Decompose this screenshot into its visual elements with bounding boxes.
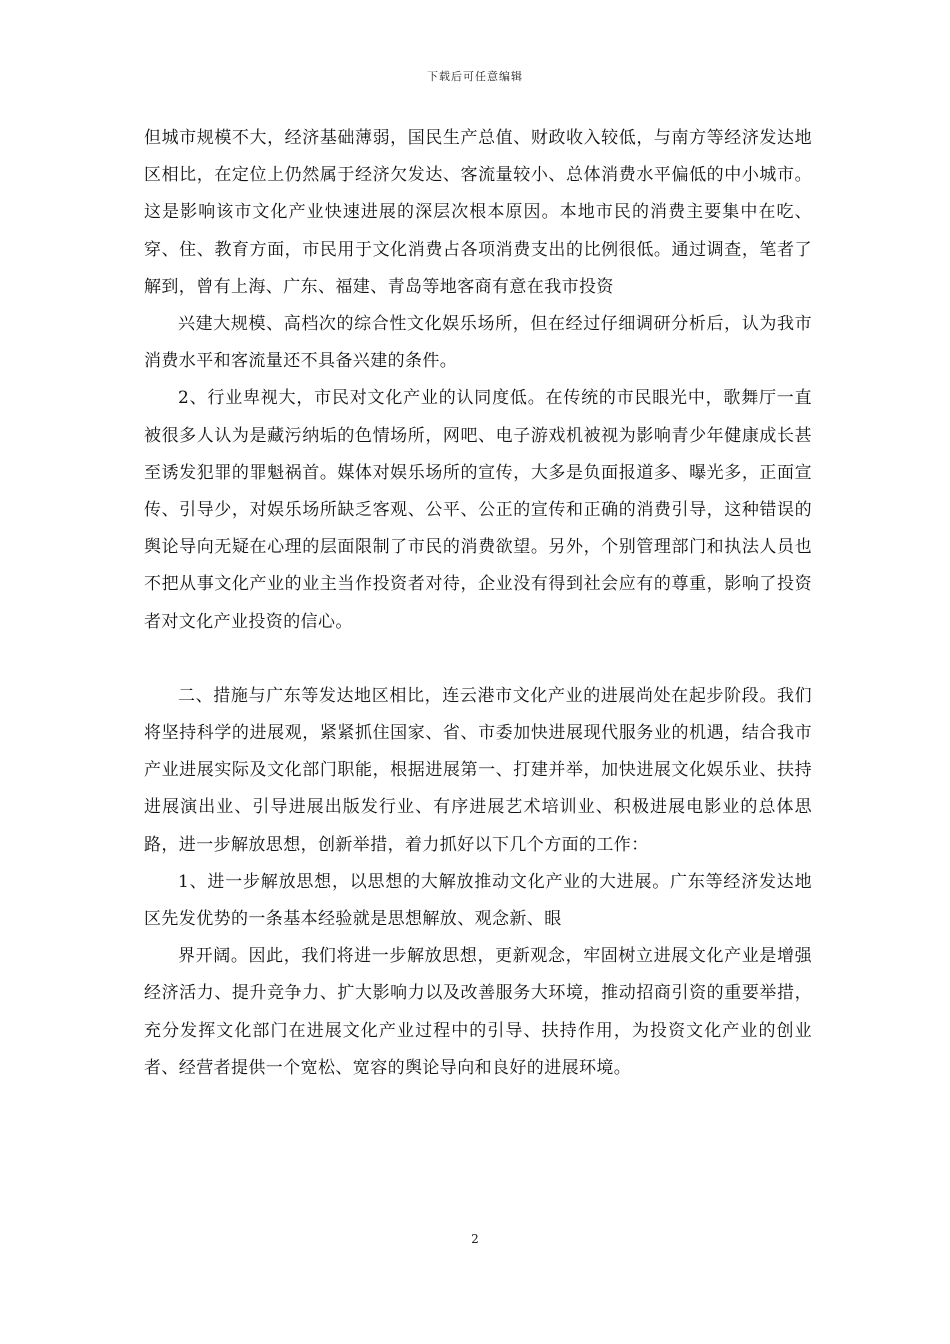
paragraph-2: 兴建大规模、高档次的综合性文化娱乐场所，但在经过仔细调研分析后，认为我市消费水平和客流量还不具备兴建的条件。 — [144, 314, 812, 372]
paragraph-1: 但城市规模不大，经济基础薄弱，国民生产总值、财政收入较低，与南方等经济发达地区相比，在定位上仍然属于经济欠发达、客流量较小、总体消费水平偏低的中小城市。这是影响该市文化产业快速进展的深层次根本原因。本地市民的消费主要集中在吃、穿、住、教育方面，市民用于文化消费占各项消费支出的比例很低。通过调查，笔者了解到，曾有上海、广东、福建、青岛等地客商有意在我市投资 — [144, 128, 812, 297]
paragraph-5: 1、进一步解放思想，以思想的大解放推动文化产业的大进展。广东等经济发达地区先发优势的一条基本经验就是思想解放、观念新、眼 — [144, 871, 812, 930]
page-header-note: 下载后可任意编辑 — [427, 70, 523, 83]
paragraph-3: 2、行业卑视大，市民对文化产业的认同度低。在传统的市民眼光中，歌舞厅一直被很多人认为是藏污纳垢的色情场所，网吧、电子游戏机被视为影响青少年健康成长甚至诱发犯罪的罪魁祸首。媒体对娱乐场所的宣传，大多是负面报道多、曝光多，正面宣传、引导少，对娱乐场所缺乏客观、公平、公正的宣传和正确的消费引导，这种错误的舆论导向无疑在心理的层面限制了市民的消费欲望。另外，个别管理部门和执法人员也不把从事文化产业的业主当作投资者对待，企业没有得到社会应有的尊重，影响了投资者对文化产业投资的信心。 — [144, 388, 812, 632]
page-number: 2 — [471, 1232, 479, 1246]
document-body — [144, 120, 812, 1087]
paragraph-6: 界开阔。因此，我们将进一步解放思想，更新观念，牢固树立进展文化产业是增强经济活力、提升竞争力、扩大影响力以及改善服务大环境，推动招商引资的重要举措，充分发挥文化部门在进展文化产业过程中的引导、扶持作用，为投资文化产业的创业者、经营者提供一个宽松、宽容的舆论导向和良好的进展环境。 — [144, 946, 812, 1078]
paragraph-4: 二、措施与广东等发达地区相比，连云港市文化产业的进展尚处在起步阶段。我们将坚持科学的进展观，紧紧抓住国家、省、市委加快进展现代服务业的机遇，结合我市产业进展实际及文化部门职能，根据进展第一、打建并举，加快进展文化娱乐业、扶持进展演出业、引导进展出版发行业、有序进展艺术培训业、积极进展电影业的总体思路，进一步解放思想，创新举措，着力抓好以下几个方面的工作： — [144, 685, 812, 855]
